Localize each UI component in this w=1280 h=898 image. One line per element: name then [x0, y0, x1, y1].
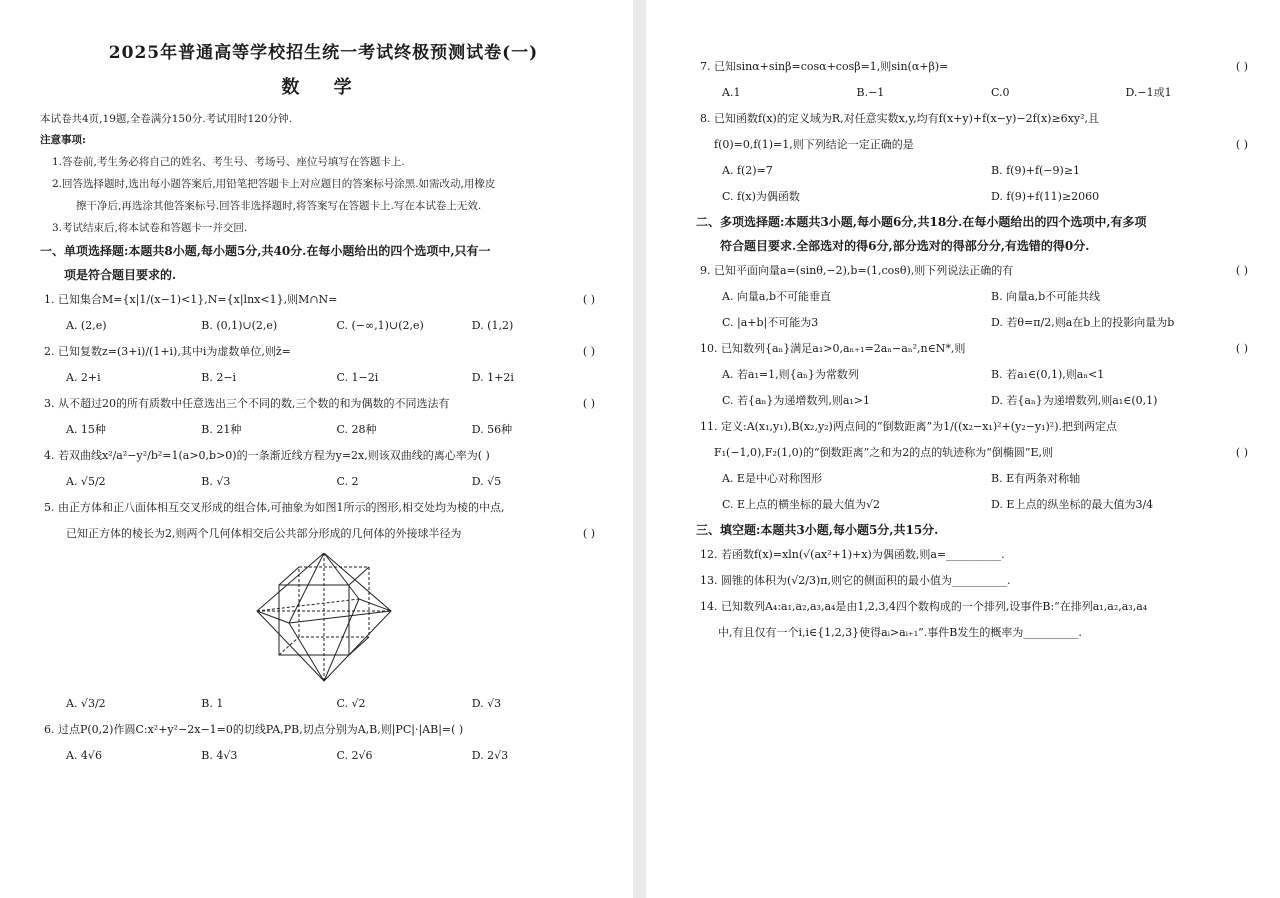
question-text: 5. 由正方体和正八面体相互交叉形成的组合体,可抽象为如图1所示的图形,相交处均为棱的中点,	[44, 501, 505, 514]
option: C. (−∞,1)∪(2,e)	[336, 319, 424, 332]
answer-paren: ( )	[1235, 342, 1248, 355]
question-13: 13. 圆锥的体积为(√2/3)π,则它的侧面积的最小值为__________.	[700, 574, 1011, 587]
cube-octahedron-diagram	[249, 553, 399, 683]
exam-subject: 数 学	[281, 77, 366, 98]
notes-heading: 注意事项:	[40, 134, 86, 146]
option: A. 4√6	[66, 749, 102, 762]
option: B. E有两条对称轴	[991, 472, 1081, 485]
answer-paren: ( )	[582, 527, 595, 540]
question-4	[40, 443, 607, 495]
exam-page-left	[0, 0, 633, 898]
answer-paren: ( )	[582, 345, 595, 358]
question-text: 9. 已知平面向量a=(sinθ,−2),b=(1,cosθ),则下列说法正确的有	[700, 264, 1014, 277]
option: C. f(x)为偶函数	[722, 190, 800, 203]
option: D.−1或1	[1125, 86, 1172, 99]
option: D. 1+2i	[471, 371, 514, 384]
question-text: 2. 已知复数z=(3+i)/(1+i),其中i为虚数单位,则z̄=	[44, 345, 291, 358]
section-heading: 一、单项选择题:本题共8小题,每小题5分,共40分.在每小题给出的四个选项中,只有一	[40, 244, 491, 258]
question-5	[40, 495, 607, 717]
question-11	[696, 414, 1260, 518]
note-line: 3.考试结束后,将本试卷和答题卡一并交回.	[52, 222, 248, 234]
option: A.1	[722, 86, 741, 99]
exam-page-right	[646, 0, 1280, 898]
section-heading: 符合题目要求.全部选对的得6分,部分选对的得部分分,有选错的得0分.	[720, 239, 1090, 253]
option: D. 2√3	[471, 749, 509, 762]
question-text: 4. 若双曲线x²/a²−y²/b²=1(a>0,b>0)的一条渐近线方程为y=2x,则该双曲线的离心率为( )	[44, 449, 490, 462]
option: D. √3	[471, 697, 502, 710]
note-line: 擦干净后,再选涂其他答案标号.回答非选择题时,将答案写在答题卡上.写在本试卷上无效.	[76, 200, 482, 212]
option: A. 2+i	[66, 371, 101, 384]
option: A. √5/2	[66, 475, 106, 488]
option: C. 1−2i	[336, 371, 379, 384]
option: C. E上点的横坐标的最大值为√2	[722, 498, 881, 511]
option: D. E上点的纵坐标的最大值为3/4	[991, 498, 1154, 511]
question-8	[696, 106, 1260, 210]
question-text: F₁(−1,0),F₂(1,0)的“倒数距离”之和为2的点的轨迹称为“倒椭圆”E,则	[714, 446, 1053, 459]
question-10	[696, 336, 1260, 414]
option: A. 向量a,b不可能垂直	[722, 290, 832, 303]
question-3	[40, 391, 607, 443]
option: C. 2√6	[336, 749, 373, 762]
option: B.−1	[856, 86, 885, 99]
section-heading: 三、填空题:本题共3小题,每小题5分,共15分.	[696, 523, 939, 537]
question-text: 14. 已知数列A₄:a₁,a₂,a₃,a₄是由1,2,3,4四个数构成的一个排列,设事件B:“在排列a₁,a₂,a₃,a₄	[700, 600, 1148, 613]
option: D. (1,2)	[471, 319, 514, 332]
option: A. 若a₁=1,则{aₙ}为常数列	[722, 368, 859, 381]
note-line: 1.答卷前,考生务必将自己的姓名、考生号、考场号、座位号填写在答题卡上.	[52, 156, 405, 168]
option: B. (0,1)∪(2,e)	[201, 319, 278, 332]
question-text: 3. 从不超过20的所有质数中任意选出三个不同的数,三个数的和为偶数的不同选法有	[44, 397, 450, 410]
question-2	[40, 339, 607, 391]
section-heading: 项是符合题目要求的.	[64, 268, 177, 282]
answer-paren: ( )	[582, 397, 595, 410]
question-12: 12. 若函数f(x)=xln(√(ax²+1)+x)为偶函数,则a=__________.	[700, 548, 1005, 561]
option: D. √5	[471, 475, 502, 488]
answer-paren: ( )	[582, 293, 595, 306]
option: B. 向量a,b不可能共线	[991, 290, 1101, 303]
question-text: 8. 已知函数f(x)的定义域为R,对任意实数x,y,均有f(x+y)+f(x−y)−2f(x)≥6xy²,且	[700, 112, 1099, 125]
question-text: 6. 过点P(0,2)作圆C:x²+y²−2x−1=0的切线PA,PB,切点分别为A,B,则|PC|·|AB|=( )	[44, 723, 464, 736]
question-text: 1. 已知集合M={x|1/(x−1)<1},N={x|lnx<1},则M∩N=	[44, 293, 338, 306]
note-line: 2.回答选择题时,选出每小题答案后,用铅笔把答题卡上对应题目的答案标号涂黑.如需改动,用橡皮	[52, 178, 496, 190]
option: C. 2	[336, 475, 359, 488]
option: B. 4√3	[201, 749, 238, 762]
option: B. 21种	[201, 423, 242, 436]
question-7	[696, 54, 1260, 106]
question-text: 7. 已知sinα+sinβ=cosα+cosβ=1,则sin(α+β)=	[700, 60, 949, 73]
option: C. √2	[336, 697, 366, 710]
option: C. 28种	[336, 423, 377, 436]
option: A. (2,e)	[66, 319, 107, 332]
option: B. 1	[201, 697, 224, 710]
answer-paren: ( )	[1235, 446, 1248, 459]
option: D. f(9)+f(11)≥2060	[991, 190, 1100, 203]
option: A. E是中心对称图形	[722, 472, 822, 485]
option: D. 若θ=π/2,则a在b上的投影向量为b	[991, 316, 1175, 329]
option: A. √3/2	[66, 697, 106, 710]
option: A. f(2)=7	[722, 164, 773, 177]
question-1	[40, 287, 607, 339]
question-text: 中,有且仅有一个i,i∈{1,2,3}使得aᵢ>aᵢ₊₁”.事件B发生的概率为__________.	[718, 626, 1082, 639]
question-14	[696, 594, 1260, 646]
option: C. |a+b|不可能为3	[722, 316, 819, 329]
option: B. 2−i	[201, 371, 237, 384]
question-6	[40, 717, 607, 769]
option: D. 若{aₙ}为递增数列,则a₁∈(0,1)	[991, 394, 1158, 407]
option: B. √3	[201, 475, 231, 488]
question-text: 10. 已知数列{aₙ}满足a₁>0,aₙ₊₁=2aₙ−aₙ²,n∈N*,则	[700, 342, 966, 355]
question-9	[696, 258, 1260, 336]
question-text: f(0)=0,f(1)=1,则下列结论一定正确的是	[714, 138, 914, 151]
question-text: 已知正方体的棱长为2,则两个几何体相交后公共部分形成的几何体的外接球半径为	[66, 527, 462, 540]
exam-title: 2025年普通高等学校招生统一考试终极预测试卷(一)	[108, 43, 539, 63]
section-heading: 二、多项选择题:本题共3小题,每小题6分,共18分.在每小题给出的四个选项中,有多项	[696, 215, 1147, 229]
figure-1-cube-octahedron	[40, 553, 607, 683]
option: A. 15种	[66, 423, 106, 436]
question-text: 11. 定义:A(x₁,y₁),B(x₂,y₂)两点间的“倒数距离”为1/((x₂−x₁)²+(y₂−y₁)²).把到两定点	[700, 420, 1117, 433]
option: C. 若{aₙ}为递增数列,则a₁>1	[722, 394, 871, 407]
option: D. 56种	[471, 423, 513, 436]
answer-paren: ( )	[1235, 138, 1248, 151]
exam-intro: 本试卷共4页,19题,全卷满分150分.考试用时120分钟.	[40, 113, 292, 125]
answer-paren: ( )	[1235, 264, 1248, 277]
option: C.0	[991, 86, 1010, 99]
option: B. 若a₁∈(0,1),则aₙ<1	[991, 368, 1105, 381]
option: B. f(9)+f(−9)≥1	[991, 164, 1081, 177]
answer-paren: ( )	[1235, 60, 1248, 73]
